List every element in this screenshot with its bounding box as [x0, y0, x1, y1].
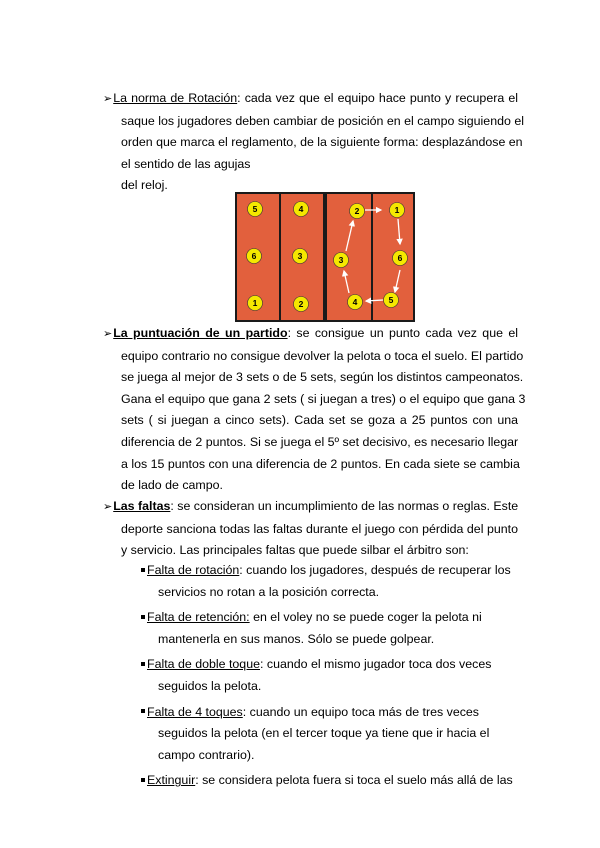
- scoring-paragraph: [103, 323, 526, 497]
- player-left-5: [248, 202, 263, 217]
- bullet-dot-icon: [141, 568, 145, 572]
- bullet-dot-icon: [141, 615, 145, 619]
- fault-term: Extinguir: [147, 773, 196, 788]
- player-number: 4: [298, 204, 304, 214]
- player-number: 1: [252, 298, 258, 308]
- rotation-paragraph: [103, 88, 524, 197]
- scoring-line-4: Gana el equipo que gana 2 sets ( si juegan a tres) o el equipo que gana 3: [121, 391, 526, 406]
- player-right-5: [384, 293, 399, 308]
- player-number: 1: [394, 205, 400, 215]
- player-left-6: [247, 249, 262, 264]
- scoring-line-2: equipo contrario no consigue devolver la pelota o toca el suelo. El partido: [121, 348, 524, 363]
- list-item: Falta de 4 toques: cuando un equipo toca más de tres veces seguidos la pelota (en el tercer toque ya tiene que ir hacia el campo contrario).: [141, 702, 521, 767]
- rotation-heading: La norma de Rotación: [113, 91, 238, 105]
- player-number: 5: [252, 204, 258, 214]
- player-right-3: [334, 253, 349, 268]
- list-item: Falta de rotación: cuando los jugadores, después de recuperar los servicios no rotan a la posición correcta.: [141, 560, 521, 603]
- list-item: Extinguir: se considera pelota fuera si toca el suelo más allá de las: [141, 770, 521, 792]
- player-number: 2: [298, 299, 304, 309]
- player-right-1: [390, 203, 405, 218]
- faults-paragraph: [103, 496, 518, 562]
- scoring-line-8: de lado de campo.: [121, 478, 223, 493]
- player-number: 4: [352, 297, 358, 307]
- player-right-6: [393, 251, 408, 266]
- rotation-line-1: ➢La norma de Rotación: cada vez que el equipo hace punto y recupera el: [103, 91, 518, 105]
- scoring-heading: La puntuación de un partido: [113, 326, 288, 340]
- arrow-bullet-icon: ➢: [103, 93, 113, 105]
- fault-term: Falta de 4 toques: [147, 704, 243, 719]
- player-number: 2: [354, 206, 360, 216]
- bullet-dot-icon: [141, 778, 145, 782]
- scoring-line-1: ➢La puntuación de un partido: se consigue un punto cada vez que el: [103, 326, 518, 340]
- player-number: 3: [338, 255, 344, 265]
- fault-term: Falta de doble toque: [147, 657, 260, 672]
- player-right-2: [350, 204, 365, 219]
- player-left-3: [293, 249, 308, 264]
- bullet-dot-icon: [141, 662, 145, 666]
- rotation-line-5: del reloj.: [121, 178, 168, 193]
- player-right-4: [348, 295, 363, 310]
- scoring-line-5: sets ( si juegan a cinco sets). Cada set se goza a 25 puntos con una: [121, 413, 518, 428]
- fault-term: Falta de retención:: [147, 610, 250, 625]
- player-left-2: [294, 297, 309, 312]
- arrow-bullet-icon: ➢: [103, 501, 113, 513]
- rotation-line-4: el sentido de las agujas: [121, 156, 251, 171]
- player-left-4: [294, 202, 309, 217]
- faults-line-1: ➢Las faltas: se consideran un incumplimiento de las normas o reglas. Este: [103, 499, 519, 513]
- list-item: Falta de retención: en el voley no se puede coger la pelota ni mantenerla en sus manos. Sólo se puede golpear.: [141, 607, 521, 650]
- faults-heading: Las faltas: [113, 499, 171, 513]
- arrow-bullet-icon: ➢: [103, 328, 113, 340]
- scoring-line-3: se juega al mejor de 3 sets o de 5 sets, según los distintos campeonatos.: [121, 370, 524, 385]
- player-number: 3: [297, 251, 303, 261]
- scoring-line-6: diferencia de 2 puntos. Si se juega el 5º set decisivo, es necesario llegar: [121, 434, 519, 449]
- faults-line-2: deporte sanciona todas las faltas durante el juego con pérdida del punto: [121, 521, 518, 536]
- player-number: 6: [251, 251, 257, 261]
- player-left-1: [248, 296, 263, 311]
- rotation-line-3: orden que marca el reglamento, de la siguiente forma: desplazándose en: [121, 135, 523, 150]
- list-item: Falta de doble toque: cuando el mismo jugador toca dos veces seguidos la pelota.: [141, 654, 521, 697]
- faults-line-3: y servicio. Las principales faltas que puede silbar el árbitro son:: [121, 543, 469, 558]
- bullet-dot-icon: [141, 709, 145, 713]
- fault-term: Falta de rotación: [147, 563, 240, 577]
- rotation-line-2: saque los jugadores deben cambiar de posición en el campo siguiendo el: [121, 113, 524, 128]
- rotation-court-diagram: [235, 192, 415, 322]
- player-number: 5: [388, 295, 394, 305]
- faults-list: [141, 560, 521, 796]
- player-number: 6: [397, 253, 403, 263]
- scoring-line-7: a los 15 puntos con una diferencia de 2 puntos. En cada siete se cambia: [121, 456, 520, 471]
